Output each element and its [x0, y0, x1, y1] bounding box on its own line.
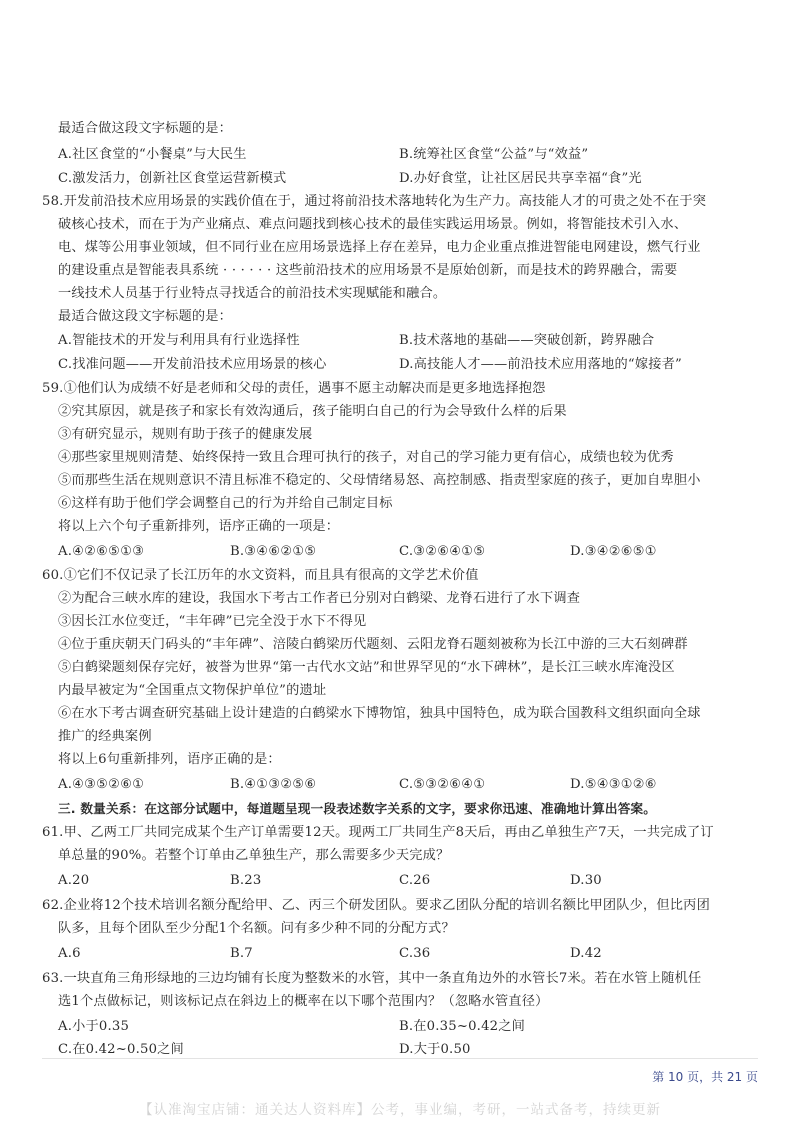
q63-option-a: A.小于0.35 — [58, 1019, 130, 1034]
q62-option-c: C.36 — [399, 946, 431, 961]
q60-text-line: ⑥在水下考古调查研究基础上设计建造的白鹤梁水下博物馆，独具中国特色，成为联合国教科文组织面向全球 — [58, 706, 701, 721]
page-number: 第 10 页，共 21 页 — [652, 1070, 758, 1084]
q62-text-line: 62.企业将12个技术培训名额分配给甲、乙、丙三个研发团队。要求乙团队分配的培训名额比甲团队少，但比丙团 — [42, 898, 710, 913]
q60-text-line: 推广的经典案例 — [58, 729, 152, 744]
q63-text-line: 选1个点做标记，则该标记点在斜边上的概率在以下哪个范围内？（忽略水管直径） — [58, 994, 549, 1009]
q58-option-b: B.技术落地的基础——突破创新，跨界融合 — [399, 333, 655, 348]
q61-option-a: A.20 — [58, 873, 90, 888]
q59-prompt: 将以上六个句子重新排列，语序正确的一项是： — [58, 519, 340, 534]
section-3-header: 三. 数量关系：在这部分试题中，每道题呈现一段表述数字关系的文字，要求你迅速、准确地计算出答案。 — [58, 801, 657, 816]
q58-prompt: 最适合做这段文字标题的是： — [58, 309, 233, 324]
q58-text-line: 的建设重点是智能表具系统 · · · · · · 这些前沿技术的应用场景不是原始创新，而是技术的跨界融合，需要 — [58, 263, 678, 278]
q61-option-d: D.30 — [570, 873, 602, 888]
q59-option-d: D.③④②⑥⑤① — [570, 544, 657, 559]
q57-option-a: A.社区食堂的“小餐桌”与大民生 — [58, 147, 247, 162]
q61-text-line: 61.甲、乙两工厂共同完成某个生产订单需要12天。现两工厂共同生产8天后，再由乙单独生产7天，一共完成了订 — [42, 825, 714, 840]
q60-text-line: ②为配合三峡水库的建设，我国水下考古工作者已分别对白鹤梁、龙脊石进行了水下调查 — [58, 591, 581, 606]
q57-prompt: 最适合做这段文字标题的是： — [58, 121, 233, 136]
q59-text-line: ③有研究显示，规则有助于孩子的健康发展 — [58, 427, 313, 442]
q61-option-b: B.23 — [230, 873, 262, 888]
q57-option-d: D.办好食堂，让社区居民共享幸福“食”光 — [399, 171, 642, 186]
q57-option-c: C.激发活力，创新社区食堂运营新模式 — [58, 171, 287, 186]
q63-text-line: 63.一块直角三角形绿地的三边均铺有长度为整数米的水管，其中一条直角边外的水管长7米。若在水管上随机任 — [42, 971, 702, 986]
q59-text-line: ②究其原因，就是孩子和家长有效沟通后，孩子能明白自己的行为会导致什么样的后果 — [58, 404, 567, 419]
q60-prompt: 将以上6句重新排列，语序正确的是： — [58, 752, 281, 767]
q62-option-d: D.42 — [570, 946, 602, 961]
q60-option-d: D.⑤④③①②⑥ — [570, 777, 657, 792]
q58-text-line: 58.开发前沿技术应用场景的实践价值在于，通过将前沿技术落地转化为生产力。高技能人才的可贵之处不在于突 — [42, 194, 707, 209]
footer-divider — [42, 1058, 758, 1059]
q60-text-line: ④位于重庆朝天门码头的“丰年碑”、涪陵白鹤梁历代题刻、云阳龙脊石题刻被称为长江中游的三大石刻碑群 — [58, 637, 688, 652]
q58-text-line: 破核心技术，而在于为产业痛点、难点问题找到核心技术的最佳实践运用场景。例如，将智能技术引入水、 — [58, 217, 688, 232]
q63-option-c: C.在0.42~0.50之间 — [58, 1042, 184, 1057]
q61-text-line: 单总量的90%。若整个订单由乙单独生产，那么需要多少天完成？ — [58, 848, 450, 863]
q60-option-a: A.④③⑤②⑥① — [58, 777, 145, 792]
q60-option-b: B.④①③②⑤⑥ — [230, 777, 317, 792]
q60-text-line: 内最早被定为“全国重点文物保护单位”的遗址 — [58, 683, 327, 698]
q59-text-line: ⑤而那些生活在规则意识不清且标准不稳定的、父母情绪易怒、高控制感、指责型家庭的孩子，更加自卑胆小 — [58, 473, 701, 488]
q59-text-line: 59.①他们认为成绩不好是老师和父母的责任，遇事不愿主动解决而是更多地选择抱怨 — [42, 381, 546, 396]
q59-text-line: ⑥这样有助于他们学会调整自己的行为并给自己制定目标 — [58, 496, 393, 511]
q62-text-line: 队多，且每个团队至少分配1个名额。问有多少种不同的分配方式？ — [58, 921, 455, 936]
q59-option-a: A.④②⑥⑤①③ — [58, 544, 145, 559]
q58-option-a: A.智能技术的开发与利用具有行业选择性 — [58, 333, 300, 348]
q58-text-line: 电、煤等公用事业领域，但不同行业在应用场景选择上存在差异，电力企业重点推进智能电网建设，燃气行业 — [58, 240, 701, 255]
q58-option-d: D.高技能人才——前沿技术应用落地的“嫁接者” — [399, 357, 682, 372]
q63-option-b: B.在0.35~0.42之间 — [399, 1019, 526, 1034]
q58-option-c: C.找准问题——开发前沿技术应用场景的核心 — [58, 357, 327, 372]
q62-option-a: A.6 — [58, 946, 81, 961]
watermark-text: 【认准淘宝店铺：通关达人资料库】公考，事业编，考研，一站式备考，持续更新 — [139, 1102, 661, 1118]
q59-option-b: B.③④⑥②①⑤ — [230, 544, 317, 559]
q59-text-line: ④那些家里规则清楚、始终保持一致且合理可执行的孩子，对自己的学习能力更有信心，成绩也较为优秀 — [58, 450, 674, 465]
q60-text-line: 60.①它们不仅记录了长江历年的水文资料，而且具有很高的文学艺术价值 — [42, 568, 479, 583]
q59-option-c: C.③②⑥④①⑤ — [399, 544, 486, 559]
q57-option-b: B.统筹社区食堂“公益”与“效益” — [399, 147, 589, 162]
q58-text-line: 一线技术人员基于行业特点寻找适合的前沿技术实现赋能和融合。 — [58, 286, 447, 301]
q61-option-c: C.26 — [399, 873, 431, 888]
q60-option-c: C.⑤③②⑥④① — [399, 777, 486, 792]
q60-text-line: ⑤白鹤梁题刻保存完好，被誉为世界“第一古代水文站”和世界罕见的“水下碑林”，是长江三峡水库淹没区 — [58, 660, 675, 675]
q63-option-d: D.大于0.50 — [399, 1042, 471, 1057]
q62-option-b: B.7 — [230, 946, 253, 961]
q60-text-line: ③因长江水位变迁，“丰年碑”已完全没于水下不得见 — [58, 614, 367, 629]
